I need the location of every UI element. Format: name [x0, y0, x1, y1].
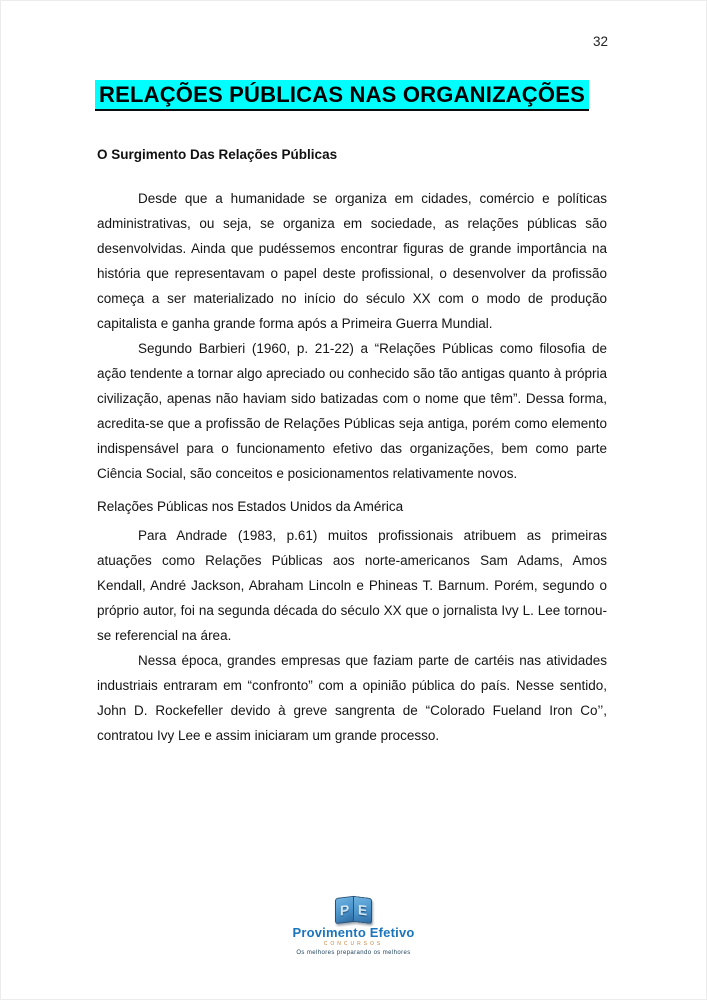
paragraph-eua-1: Para Andrade (1983, p.61) muitos profissionais atribuem as primeiras atuações como Relações Públicas aos norte-americanos Sam Adams, Amos Kendall, André Jackson, Abraham Lincoln e Phineas T. Barnum. Porém, segundo o próprio autor, foi na segunda década do século XX que o jornalista Ivy L. Lee tornou-se referencial na área.: [97, 528, 607, 644]
heading-eua: Relações Públicas nos Estados Unidos da América: [97, 499, 404, 515]
paragraph-surgimento-1: Desde que a humanidade se organiza em cidades, comércio e políticas administrativas, ou seja, se organiza em sociedade, as relações públicas são desenvolvidas. Ainda que pudéssemos encontrar figuras de grande importância na história que representavam o papel deste profissional, o desenvolver da profissão começa a ser materializado no início do século XX com o modo de produção capitalista e ganha grande forma após a Primeira Guerra Mundial.: [97, 191, 607, 332]
brand-tagline-slogan: Os melhores preparando os melhores: [296, 950, 411, 956]
logo-letter-e: E: [354, 896, 372, 924]
logo-letter-p: P: [335, 896, 354, 924]
brand-name: Provimento Efetivo: [292, 925, 415, 940]
footer-logo: [0, 897, 707, 957]
provimento-efetivo-logo-icon: [335, 897, 372, 923]
brand-tagline-concursos: CONCURSOS: [323, 941, 384, 947]
page-title: [95, 80, 607, 111]
page-number: 32: [592, 34, 608, 49]
page-title-highlight: RELAÇÕES PÚBLICAS NAS ORGANIZAÇÕES: [95, 80, 589, 111]
heading-surgimento: O Surgimento Das Relações Públicas: [97, 147, 338, 163]
paragraph-surgimento-2: Segundo Barbieri (1960, p. 21-22) a “Relações Públicas como filosofia de ação tendente a tornar algo apreciado ou conhecido são tão antigas quanto à própria civilização, apenas não haviam sido batizadas com o nome que têm”. Dessa forma, acredita-se que a profissão de Relações Públicas seja antiga, porém como elemento indispensável para o funcionamento efetivo das organizações, bem como parte Ciência Social, são conceitos e posicionamentos relativamente novos.: [97, 341, 607, 482]
paragraph-eua-2: Nessa época, grandes empresas que faziam parte de cartéis nas atividades industriais entraram em “confronto” com a opinião pública do país. Nesse sentido, John D. Rockefeller devido à greve sangrenta de “Colorado Fueland Iron Co’’, contratou Ivy Lee e assim iniciaram um grande processo.: [97, 653, 607, 744]
